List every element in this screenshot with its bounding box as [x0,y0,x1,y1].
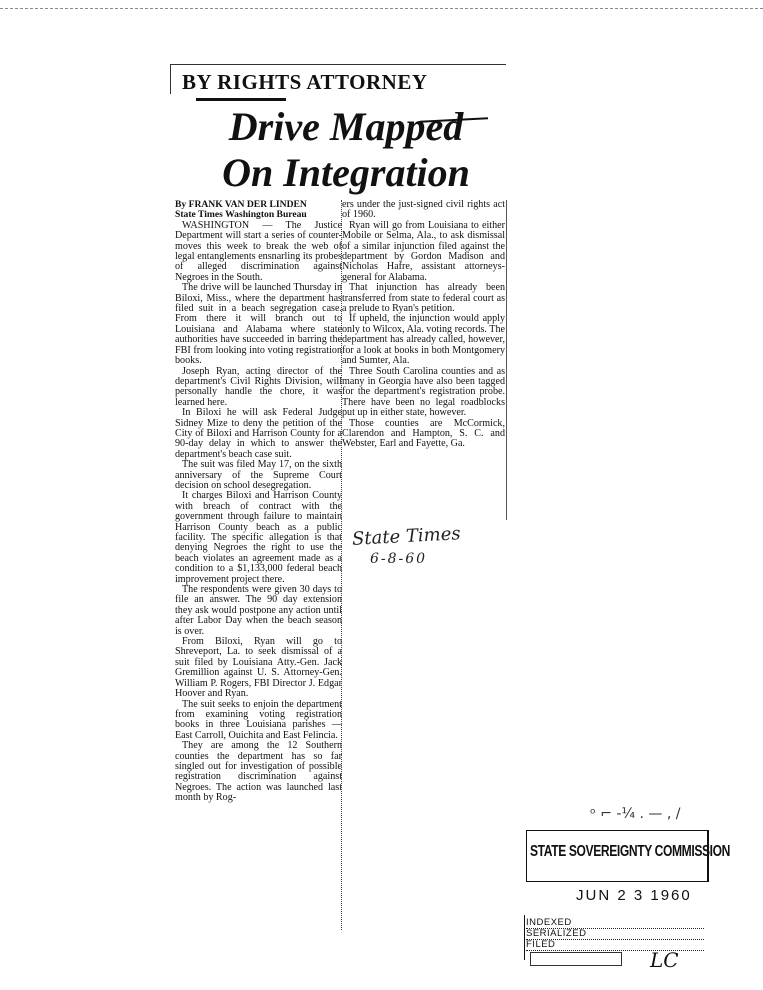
commission-stamp [526,830,731,972]
stamp-serialized: SERIALIZED [526,929,704,940]
paragraph: That injunction has already been transferred from state to federal court as a prelude to Ryan's petition. [342,282,505,315]
paragraph: It charges Biloxi and Harrison County with breach of contract with the government through failure to maintain Harrison County beach as a public facility. The specific allegation is that denying Negroes the right to use the beach violates an agreement made as a condition to a $1,133,000 federal beach improvement project there. [175,490,342,585]
paragraph: The respondents were given 30 days to file an answer. The 90 day extension they ask would postpone any action until after Labor Day when the beach season is over. [175,584,342,637]
kicker-rule [196,98,286,101]
byline-author: By FRANK VAN DER LINDEN [175,199,307,210]
handwritten-date: 6-8-60 [370,551,428,567]
paragraph: Ryan will go from Louisiana to either Mobile or Selma, Ala., to ask dismissal of a similar injunction filed against the department by Gordon Madison and Nicholas Hafre, assistant attorneys-general for Alabama. [342,219,505,283]
paragraph: Joseph Ryan, acting director of the department's Civil Rights Division, will personally handle the chore, it was learned here. [175,365,342,408]
clipping-edge-top [170,64,506,65]
paragraph: They are among the 12 Southern counties the department has so far singled out for investigation of possible registration discrimination against Negroes. The action was launched last month by Rog- [175,740,342,804]
stamp-left-rule [524,915,525,960]
stamp-blank-box [530,952,622,966]
handwritten-marks: ᵒ ⌐ -¼ . — , / [590,806,681,822]
stamp-indexed: INDEXED [526,918,704,929]
headline [196,104,496,196]
handwritten-source: State Times [351,523,462,550]
paragraph: ers under the just-signed civil rights act of 1960. [342,199,505,221]
kicker-heading: BY RIGHTS ATTORNEY [182,70,428,94]
paragraph: From Biloxi, Ryan will go to Shreveport, La. to seek dismissal of a suit filed by Louisiana Atty.-Gen. Jack Gremillion against U. S. Attorney-Gen. William P. Rogers, FBI Director J. Edgar Hoover and Ryan. [175,636,342,700]
stamp-date: JUN 2 3 1960 [576,887,692,904]
stamp-title: STATE SOVEREIGNTY COMMISSION [530,843,731,860]
headline-line-2: On Integration [222,150,470,195]
stamp-title-box [526,830,731,882]
stamp-filed: FILED [526,940,704,951]
paragraph: Those counties are McCormick, Clarendon and Hampton, S. C. and Webster, Earl and Fayette, Ga. [342,417,505,450]
article-column-1 [175,200,342,804]
article-column-2 [342,200,505,450]
byline-bureau: State Times Washington Bureau [175,209,307,221]
paragraph: The drive will be launched Thursday in Biloxi, Miss., where the department has filed suit in a beach segregation case. From there it will branch out to Louisiana and Alabama where state authorities have succeeded in barring the FBI from looking into voting registration books. [175,282,342,367]
paragraph: If upheld, the injunction would apply only to Wilcox, Ala. voting records. The department has already called, however, for a look at books in both Montgomery and Sumter, Ala. [342,313,505,367]
paragraph: The suit was filed May 17, on the sixth anniversary of the Supreme Court decision on school desegregation. [175,459,342,491]
clipping-edge-left [170,64,171,94]
paragraph: In Biloxi he will ask Federal Judge Sidney Mize to deny the petition of the City of Biloxi and Harrison County for a 90-day delay in which to answer the department's beach case suit. [175,407,342,460]
stamp-initials: LC [650,948,679,972]
paragraph: Three South Carolina counties and as many in Georgia have also been tagged for the department's registration probe. There have been no legal roadblocks put up in either state, however. [342,365,505,419]
clipping-edge-right [506,200,507,520]
top-perforation [0,8,763,9]
paragraph: The suit seeks to enjoin the department from examining voting registration books in three Louisiana parishes — East Carroll, Ouichita and East Felincia. [175,698,342,741]
paragraph: WASHINGTON — The Justice Department will start a series of counter-moves this week to break the web of legal entanglements ensnarling its probes of alleged discrimination against Negroes in the South. [175,219,342,283]
headline-line-1: Drive Mapped [228,104,464,149]
